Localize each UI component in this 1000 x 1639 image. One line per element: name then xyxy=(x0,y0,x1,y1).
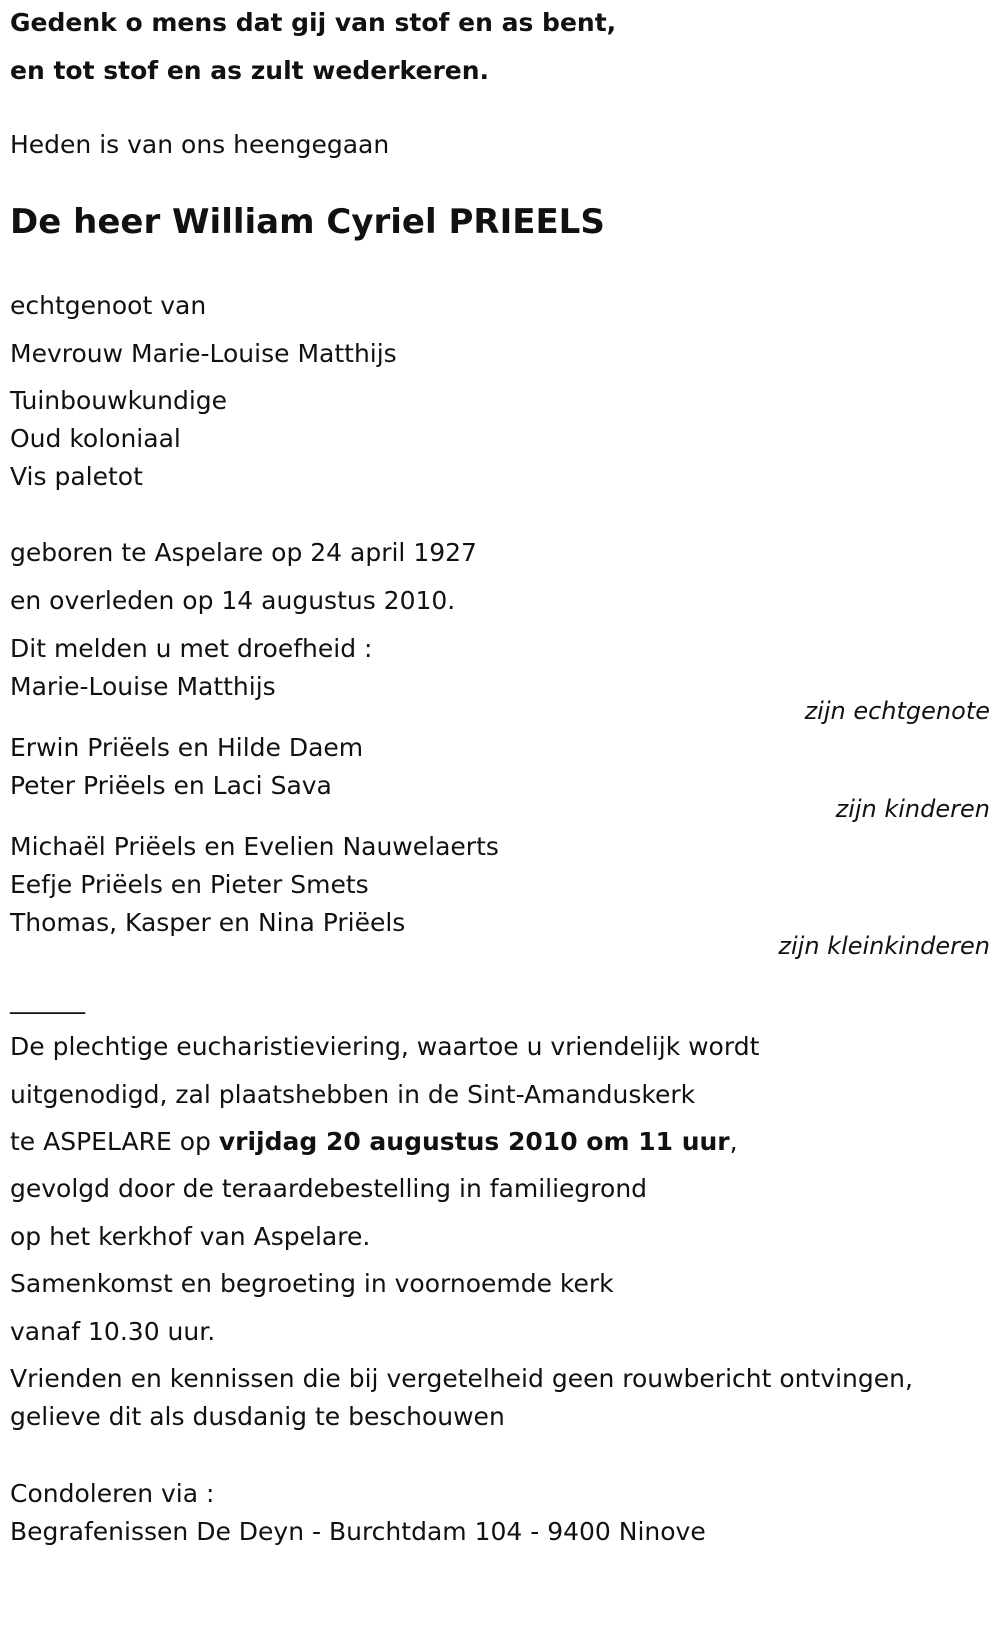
relation-label: zijn kleinkinderen xyxy=(778,932,990,960)
mourner-name: Thomas, Kasper en Nina Priëels xyxy=(10,908,406,937)
title-item: Oud koloniaal xyxy=(10,424,181,453)
ceremony-location: te ASPELARE op xyxy=(10,1127,219,1156)
birth-info: geboren te Aspelare op 24 april 1927 xyxy=(10,538,477,567)
ceremony-date: vrijdag 20 augustus 2010 om 11 uur xyxy=(218,1127,730,1156)
ceremony-line: De plechtige eucharistieviering, waartoe u vriendelijk wordt xyxy=(10,1032,760,1061)
ceremony-line: vanaf 10.30 uur. xyxy=(10,1317,216,1346)
ceremony-line: gevolgd door de teraardebestelling in familiegrond xyxy=(10,1174,648,1203)
relation-label: zijn echtgenote xyxy=(804,697,990,725)
ceremony-date-line xyxy=(10,1127,738,1157)
ceremony-line: Vrienden en kennissen die bij vergetelheid geen rouwbericht ontvingen, xyxy=(10,1364,913,1393)
intro-line-1: Gedenk o mens dat gij van stof en as bent, xyxy=(10,8,617,37)
condolences-label: Condoleren via : xyxy=(10,1479,215,1508)
ceremony-line: Samenkomst en begroeting in voornoemde kerk xyxy=(10,1269,614,1298)
title-item: Tuinbouwkundige xyxy=(10,386,228,415)
intro-line-2: en tot stof en as zult wederkeren. xyxy=(10,56,490,85)
mourner-name: Erwin Priëels en Hilde Daem xyxy=(10,733,364,762)
ceremony-line: gelieve dit als dusdanig te beschouwen xyxy=(10,1402,505,1431)
mourner-name: Marie-Louise Matthijs xyxy=(10,672,276,701)
condolences-address: Begrafenissen De Deyn - Burchtdam 104 - 9400 Ninove xyxy=(10,1517,706,1546)
spouse-name: Mevrouw Marie-Louise Matthijs xyxy=(10,339,397,368)
death-info: en overleden op 14 augustus 2010. xyxy=(10,586,456,615)
ceremony-line: op het kerkhof van Aspelare. xyxy=(10,1222,371,1251)
title-item: Vis paletot xyxy=(10,462,143,491)
mourner-name: Michaël Priëels en Evelien Nauwelaerts xyxy=(10,832,499,861)
spouse-intro: echtgenoot van xyxy=(10,291,207,320)
mourner-name: Peter Priëels en Laci Sava xyxy=(10,771,332,800)
mourner-name: Eefje Priëels en Pieter Smets xyxy=(10,870,369,899)
ceremony-line: uitgenodigd, zal plaatshebben in de Sint-Amanduskerk xyxy=(10,1080,696,1109)
ceremony-punctuation: , xyxy=(729,1127,738,1156)
announcement: Heden is van ons heengegaan xyxy=(10,130,390,159)
separator: ______ xyxy=(10,985,85,1014)
deceased-name: De heer William Cyriel PRIEELS xyxy=(10,202,605,242)
relation-label: zijn kinderen xyxy=(835,795,990,823)
mourners-intro: Dit melden u met droefheid : xyxy=(10,634,373,663)
